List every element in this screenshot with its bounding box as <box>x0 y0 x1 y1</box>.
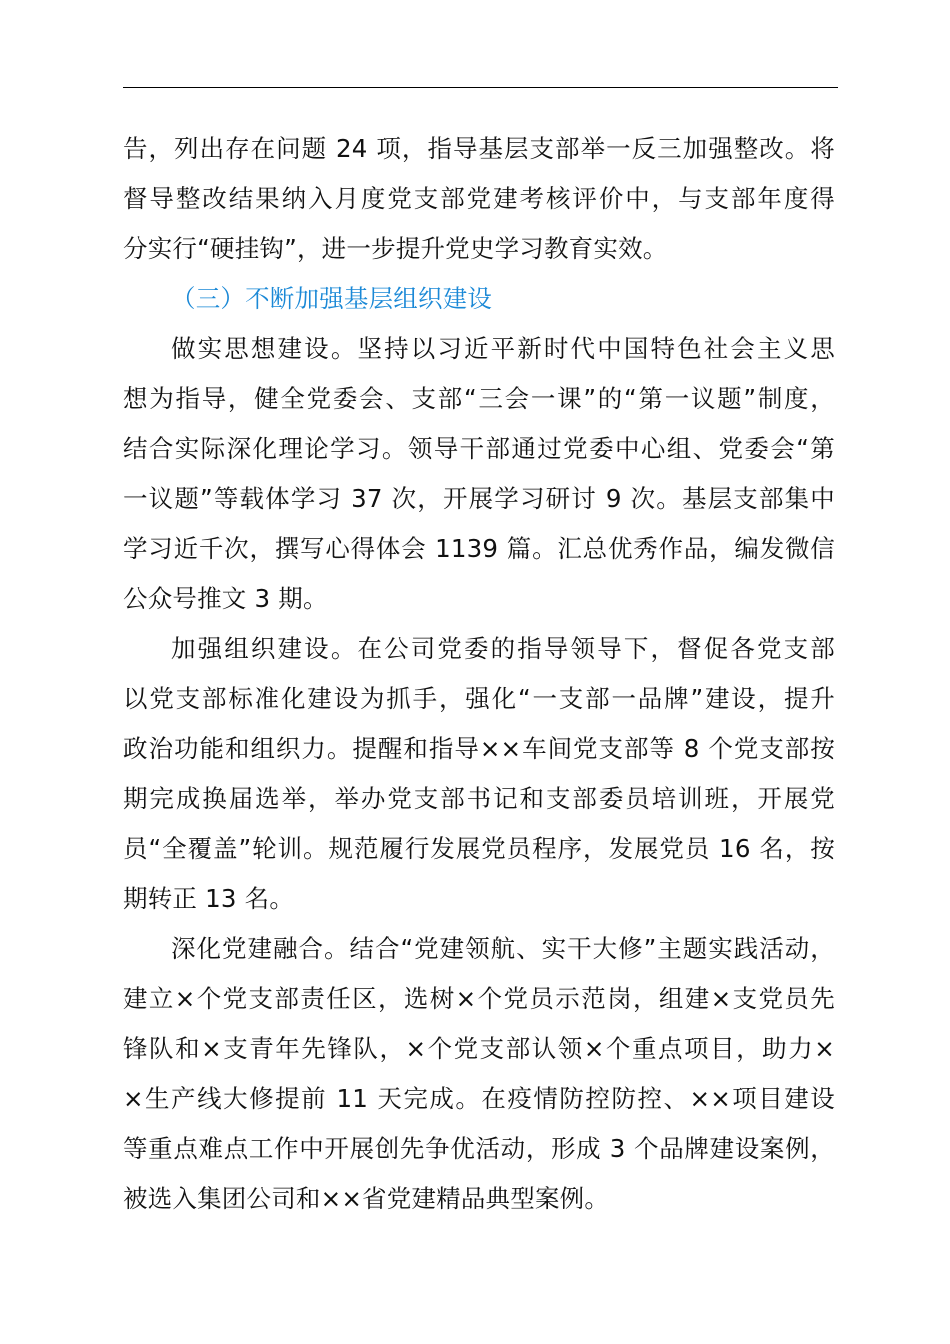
text-line: 结合实际深化理论学习。领导干部通过党委中心组、党委会“第 <box>123 434 835 463</box>
text-line: 一议题”等载体学习 37 次，开展学习研讨 9 次。基层支部集中 <box>123 484 835 513</box>
text-line: 员“全覆盖”轮训。规范履行发展党员程序，发展党员 16 名，按 <box>123 834 835 863</box>
text-line: 公众号推文 3 期。 <box>123 584 328 613</box>
text-line: 想为指导，健全党委会、支部“三会一课”的“第一议题”制度， <box>123 384 835 413</box>
text-line: 督导整改结果纳入月度党支部党建考核评价中，与支部年度得 <box>123 184 835 213</box>
text-line: 期完成换届选举，举办党支部书记和支部委员培训班，开展党 <box>123 784 835 813</box>
text-line: 分实行“硬挂钩”，进一步提升党史学习教育实效。 <box>123 234 668 263</box>
text-line: 学习近千次，撰写心得体会 1139 篇。汇总优秀作品，编发微信 <box>123 534 835 563</box>
text-line: 深化党建融合。结合“党建领航、实干大修”主题实践活动， <box>171 934 835 963</box>
paragraph-continued <box>123 124 835 274</box>
header-rule <box>123 87 838 88</box>
text-line: ×生产线大修提前 11 天完成。在疫情防控防控、××项目建设 <box>123 1084 835 1113</box>
text-line: 以党支部标准化建设为抓手，强化“一支部一品牌”建设，提升 <box>123 684 835 713</box>
text-line: 被选入集团公司和××省党建精品典型案例。 <box>123 1184 610 1213</box>
text-line: 锋队和×支青年先锋队，×个党支部认领×个重点项目，助力× <box>123 1034 835 1063</box>
text-line: 做实思想建设。坚持以习近平新时代中国特色社会主义思 <box>171 334 835 363</box>
document-body <box>123 124 835 1224</box>
paragraph-integration <box>123 924 835 1224</box>
paragraph-ideology <box>123 324 835 624</box>
text-line: 告，列出存在问题 24 项，指导基层支部举一反三加强整改。将 <box>123 134 835 163</box>
text-line: 等重点难点工作中开展创先争优活动，形成 3 个品牌建设案例， <box>123 1134 835 1163</box>
text-line: 建立×个党支部责任区，选树×个党员示范岗，组建×支党员先 <box>123 984 835 1013</box>
text-line: 加强组织建设。在公司党委的指导领导下，督促各党支部 <box>171 634 835 663</box>
section-heading: （三）不断加强基层组织建设 <box>171 284 493 313</box>
paragraph-organization <box>123 624 835 924</box>
text-line: 政治功能和组织力。提醒和指导××车间党支部等 8 个党支部按 <box>123 734 835 763</box>
text-line: 期转正 13 名。 <box>123 884 295 913</box>
